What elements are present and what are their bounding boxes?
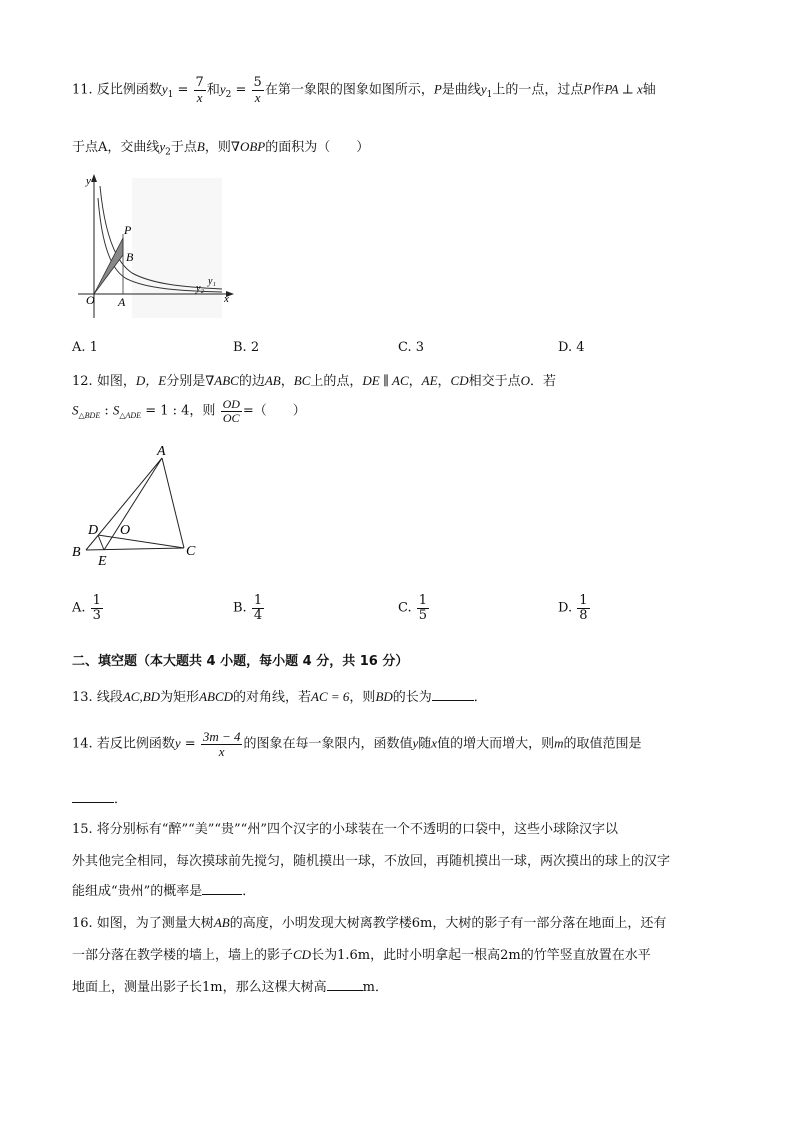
q14-var-y: y bbox=[174, 735, 181, 751]
q13-number: 13. bbox=[72, 690, 93, 705]
q11-text-4: 上的一点，过点 bbox=[492, 82, 584, 98]
q16-line-3 bbox=[72, 976, 388, 995]
q11-label-y: y bbox=[86, 175, 91, 187]
q12-segment-ae bbox=[104, 458, 162, 550]
q12-label-b: B bbox=[72, 545, 81, 560]
q11-option-a[interactable]: A. 1 bbox=[72, 340, 98, 355]
q11-fraction-2-num: 5 bbox=[253, 75, 262, 90]
q11-var-y1b: y bbox=[480, 81, 487, 97]
q12-figure bbox=[68, 444, 208, 574]
q12-segment-de bbox=[98, 535, 104, 550]
q12-s1-sub: △BDE bbox=[78, 411, 101, 421]
q12-text-3: 的边 bbox=[238, 374, 265, 389]
q11-option-b[interactable]: B. 2 bbox=[233, 340, 260, 355]
q16-text-3a: 地面上，测量出影子长 bbox=[72, 980, 203, 995]
q12-option-b[interactable] bbox=[233, 594, 265, 622]
q12-s1: S bbox=[72, 402, 79, 418]
q11-and: 和 bbox=[206, 82, 220, 98]
q12-option-a-frac bbox=[91, 594, 103, 622]
q16-answer-blank[interactable] bbox=[327, 978, 363, 991]
q12-ab: AB bbox=[264, 373, 281, 388]
q14-equals: = bbox=[184, 736, 196, 752]
q11-label-x: x bbox=[224, 293, 229, 305]
q12-option-b-num: 1 bbox=[253, 593, 263, 608]
q12-option-d[interactable] bbox=[558, 594, 591, 622]
q11-option-c[interactable]: C. 3 bbox=[398, 340, 425, 355]
q12-option-d-den: 8 bbox=[579, 607, 588, 623]
q11-sub1: 1 bbox=[167, 90, 174, 101]
q11-var-p2: P bbox=[583, 81, 592, 97]
q11-perp: PA ⊥ x bbox=[604, 81, 643, 97]
q16-ab: AB bbox=[213, 915, 230, 930]
q12-o: O bbox=[520, 373, 531, 388]
q12-option-a-num: 1 bbox=[92, 593, 101, 608]
q12-text-1: 如图， bbox=[96, 374, 136, 389]
q12-label-c: C bbox=[186, 544, 196, 559]
q12-line2 bbox=[72, 398, 306, 424]
q12-option-c[interactable] bbox=[398, 594, 430, 622]
q11-label-o: O bbox=[86, 293, 95, 307]
q11-text-2: 在第一象限的图象如图所示， bbox=[264, 82, 434, 98]
q15-line-2: 外其他完全相同，每次摸球前先搅匀，随机摸出一球，不放回，再随机摸出一球，两次摸出的球上的汉字 bbox=[72, 854, 671, 869]
q11-line1 bbox=[72, 76, 656, 104]
q15-line-1: 15. 将分别标有“醉”“美”“贵”“州”四个汉字的小球装在一个不透明的口袋中，这些小球除汉字以 bbox=[72, 822, 618, 837]
q11-figure bbox=[72, 168, 242, 328]
q11-var-y2b: y bbox=[159, 139, 166, 154]
q12-side-bc bbox=[86, 548, 184, 550]
q11-var-y2: y bbox=[219, 81, 226, 97]
q11-line2-text-d: 的面积为（ ） bbox=[265, 140, 370, 155]
q12-segment-cd bbox=[98, 535, 184, 548]
q13-condition: AC = 6 bbox=[311, 689, 350, 704]
q12-option-d-label: D. bbox=[558, 600, 573, 616]
q12-colon: : bbox=[100, 403, 113, 419]
q11-label-b: B bbox=[126, 250, 134, 264]
q12-text-2: 分别是 bbox=[166, 374, 206, 389]
q16-text-2b: 长为 bbox=[311, 948, 338, 963]
q12-label-e: E bbox=[98, 554, 107, 569]
q12-fraction-den: OC bbox=[221, 411, 242, 425]
q12-side-ac bbox=[162, 458, 184, 548]
q14-text-5: 的取值范围是 bbox=[563, 736, 642, 752]
q12-ratio: = 1 : 4 bbox=[141, 403, 190, 419]
q12-option-a-den: 3 bbox=[92, 607, 101, 623]
q12-option-c-num: 1 bbox=[418, 593, 428, 608]
q11-text: 反比例函数 bbox=[96, 82, 162, 98]
q12-option-c-frac bbox=[417, 594, 429, 622]
q11-sub2: 2 bbox=[225, 90, 232, 101]
q15-line-3 bbox=[72, 880, 255, 899]
q12-line1 bbox=[72, 370, 556, 389]
q12-fraction-num: OD bbox=[222, 397, 240, 411]
q12-text-6: ， bbox=[437, 374, 451, 389]
q13-text-2: 为矩形 bbox=[160, 690, 200, 705]
q13-text-3: 的对角线，若 bbox=[233, 690, 312, 705]
q14-fraction bbox=[201, 730, 243, 758]
q11-sub1b: 1 bbox=[486, 90, 493, 101]
q14-var-yv: y bbox=[412, 735, 419, 751]
q14-answer-line bbox=[72, 788, 127, 807]
q12-text-7: 相交于点 bbox=[468, 374, 521, 389]
q12-text-10: =（ ） bbox=[242, 403, 306, 419]
q12-label-a: A bbox=[157, 444, 166, 459]
q14-end: ． bbox=[114, 792, 128, 807]
q12-option-d-frac bbox=[577, 594, 589, 622]
q16-text-1b: 的高度，小明发现大树离教学楼 bbox=[229, 916, 412, 931]
q15-answer-blank[interactable] bbox=[202, 882, 242, 895]
q11-line2 bbox=[72, 136, 369, 158]
q11-var-y1: y bbox=[161, 81, 168, 97]
q16-line-2 bbox=[72, 944, 651, 963]
q12-option-b-label: B. bbox=[233, 600, 247, 616]
q11-text-6: 轴 bbox=[642, 82, 656, 98]
q14-text-2: 的图象在每一象限内，函数值 bbox=[243, 736, 413, 752]
q16-text-3b: ，那么这棵大树高 bbox=[222, 980, 327, 995]
q12-text-9: ，则 bbox=[189, 403, 216, 419]
q11-figure-smudge bbox=[132, 178, 222, 318]
q16-text-2c: ，此时小明拿起一根高 bbox=[370, 948, 501, 963]
q11-equals-2: = bbox=[235, 82, 247, 98]
q12-cd: CD bbox=[450, 373, 469, 388]
q11-line2-text-c: ，则 bbox=[204, 140, 231, 155]
q12-label-d: D bbox=[88, 523, 99, 538]
q16-text-1a: 16. 如图，为了测量大树 bbox=[72, 916, 214, 931]
q14-answer-blank[interactable] bbox=[72, 790, 114, 803]
q12-triangle: ∇ABC bbox=[205, 373, 239, 388]
q11-y-axis-arrow bbox=[91, 174, 97, 182]
q11-fraction-2-den: x bbox=[252, 90, 264, 105]
q12-option-d-num: 1 bbox=[579, 593, 588, 608]
q12-s2-sub: △ADE bbox=[119, 411, 142, 421]
q13-abcd: ABCD bbox=[199, 689, 234, 704]
q12-option-b-den: 4 bbox=[253, 607, 263, 623]
q11-line2-text-b: 于点 bbox=[170, 140, 197, 155]
q16-text-1c: ，大树的影子有一部分落在地面上，还有 bbox=[432, 916, 667, 931]
q12-bc: BC bbox=[293, 373, 311, 388]
q11-label-y1: y₁ bbox=[208, 276, 216, 287]
q13-end: ． bbox=[473, 690, 487, 705]
q11-fraction-2 bbox=[252, 76, 264, 104]
q12-ae: AE bbox=[421, 373, 438, 388]
q16-distance-6m: 6m bbox=[411, 916, 433, 931]
q11-fraction-1-num: 7 bbox=[195, 75, 204, 90]
q11-label-p: P bbox=[124, 223, 132, 237]
q14-number: 14. bbox=[72, 736, 93, 752]
q12-option-a[interactable] bbox=[72, 594, 104, 622]
q12-number: 12. bbox=[72, 374, 93, 389]
q11-fraction-1 bbox=[194, 76, 206, 104]
q11-triangle: ∇OBP bbox=[230, 139, 266, 154]
q13-text-1: 线段 bbox=[96, 690, 123, 705]
q12-option-c-label: C. bbox=[398, 600, 412, 616]
q12-text-4: 上的点， bbox=[310, 374, 363, 389]
q12-option-a-label: A. bbox=[72, 600, 86, 616]
q12-s2: S bbox=[112, 402, 120, 418]
q13-bd: BD bbox=[375, 689, 393, 704]
q13-ac-bd: AC,BD bbox=[122, 689, 161, 704]
q16-cd: CD bbox=[293, 947, 312, 962]
q12-text-5: ， bbox=[408, 374, 422, 389]
q11-var-p: P bbox=[433, 81, 442, 97]
q12-parallel: DE ∥ AC bbox=[362, 373, 409, 388]
q12-option-b-frac bbox=[252, 594, 264, 622]
q16-length-1-6m: 1.6m bbox=[337, 948, 371, 963]
q13-text-4: ，则 bbox=[349, 690, 376, 705]
q14-fraction-num: 3m − 4 bbox=[202, 729, 241, 744]
section-title-fill-in: 二、填空题（本大题共 4 小题，每小题 4 分，共 16 分） bbox=[72, 654, 409, 669]
q16-height-2m: 2m bbox=[500, 948, 521, 963]
q11-number: 11. bbox=[72, 82, 93, 98]
q16-text-2d: 的竹竿竖直放置在水平 bbox=[520, 948, 651, 963]
q12-label-o: O bbox=[120, 523, 131, 538]
q11-line2-text-a: 于点A，交曲线 bbox=[72, 140, 160, 155]
q13-line bbox=[72, 686, 487, 705]
q16-line-1 bbox=[72, 912, 666, 931]
q14-text-3: 随 bbox=[418, 736, 432, 752]
q11-equals: = bbox=[177, 82, 189, 98]
q11-var-b: B bbox=[196, 139, 205, 154]
q12-fraction bbox=[221, 398, 242, 424]
q13-text-5: 的长为 bbox=[392, 690, 432, 705]
q11-text-5: 作 bbox=[591, 82, 605, 98]
q14-fraction-den: x bbox=[201, 744, 243, 759]
q12-text-8: ．若 bbox=[530, 374, 557, 389]
q14-line bbox=[72, 730, 642, 758]
q11-fraction-1-den: x bbox=[194, 90, 206, 105]
q12-option-c-den: 5 bbox=[418, 607, 428, 623]
q16-text-3c: m． bbox=[362, 980, 388, 995]
q14-var-xv: x bbox=[431, 735, 438, 751]
q11-sub2b: 2 bbox=[165, 147, 171, 158]
q11-text-3: 是曲线 bbox=[441, 82, 481, 98]
q12-comma: ， bbox=[280, 374, 294, 389]
q14-text-4: 值的增大而增大，则 bbox=[437, 736, 555, 752]
q15-end: ． bbox=[242, 884, 256, 899]
q12-points-de: D，E bbox=[135, 373, 167, 388]
q11-triangle-obp bbox=[94, 238, 123, 294]
q16-shadow-1m: 1m bbox=[202, 980, 223, 995]
q11-label-y2: y₂ bbox=[196, 283, 204, 294]
q11-label-a: A bbox=[118, 295, 126, 309]
q13-answer-blank[interactable] bbox=[432, 688, 474, 701]
q16-text-2a: 一部分落在教学楼的墙上，墙上的影子 bbox=[72, 948, 294, 963]
q14-var-m: m bbox=[554, 735, 564, 751]
q14-text-1: 若反比例函数 bbox=[96, 736, 175, 752]
q11-option-d[interactable]: D. 4 bbox=[558, 340, 585, 355]
q15-line-3-text: 能组成“贵州”的概率是 bbox=[72, 884, 203, 899]
